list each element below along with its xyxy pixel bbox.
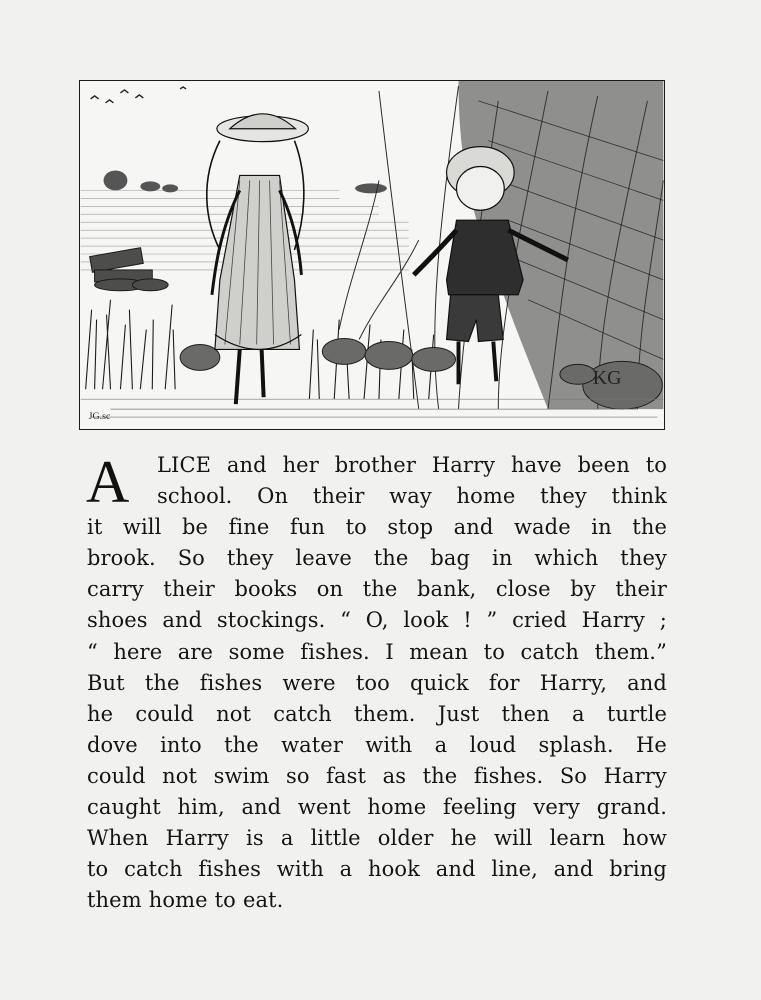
word: I — [385, 639, 394, 664]
word: not — [216, 701, 252, 726]
word: “ — [87, 639, 98, 664]
word: to — [483, 639, 505, 664]
word: learn — [549, 826, 606, 851]
word: Harry — [603, 763, 667, 788]
word: eat. — [242, 888, 284, 913]
word: their — [615, 577, 667, 602]
word: and — [435, 857, 476, 882]
word: and — [627, 670, 667, 695]
word: a — [434, 732, 448, 757]
word: mean — [409, 639, 469, 664]
story-line-12 — [87, 792, 667, 823]
word: fine — [228, 515, 270, 540]
word: have — [510, 453, 562, 477]
story-line-10 — [87, 730, 667, 761]
word: by — [570, 577, 596, 602]
word: ; — [659, 608, 667, 633]
word: he — [87, 701, 114, 726]
word: stop — [387, 515, 434, 540]
word: them — [87, 888, 142, 913]
word: how — [622, 826, 667, 851]
word: to — [214, 888, 236, 913]
word: in — [591, 515, 612, 540]
word: catch — [520, 639, 580, 664]
word: stockings. — [216, 608, 326, 633]
word: Harry — [165, 826, 229, 851]
word: O, — [365, 608, 389, 633]
word: Harry — [431, 453, 496, 477]
story-line-13 — [87, 823, 667, 854]
word: are — [177, 639, 214, 664]
word: a — [339, 857, 353, 882]
birds-drawing — [91, 87, 186, 103]
word: could — [87, 763, 146, 788]
word: is — [246, 826, 264, 851]
word: here — [113, 639, 163, 664]
word: “ — [340, 608, 351, 633]
word: them.” — [594, 639, 667, 664]
word: fishes. — [473, 763, 544, 788]
word: to — [345, 515, 367, 540]
word: water — [281, 732, 343, 757]
story-line-1 — [87, 450, 667, 481]
word: could — [135, 701, 194, 726]
story-line-4 — [87, 543, 667, 574]
story-line-6 — [87, 605, 667, 636]
word: little — [310, 826, 361, 851]
word: catch — [273, 701, 332, 726]
word: brother — [334, 453, 416, 477]
story-line-5 — [87, 574, 667, 605]
word: feeling — [443, 795, 517, 820]
word: Harry, — [539, 670, 608, 695]
word: with — [365, 732, 413, 757]
word: to — [87, 857, 109, 882]
word: Harry — [581, 608, 645, 633]
word: they — [620, 546, 667, 571]
drop-cap: A — [86, 449, 130, 515]
story-text — [87, 450, 667, 916]
word: carry — [87, 577, 144, 602]
word: leave — [295, 546, 352, 571]
word: So — [559, 763, 588, 788]
children-wading-engraving — [80, 81, 664, 429]
story-line-2 — [87, 481, 667, 512]
word: splash. — [538, 732, 614, 757]
word: fishes. — [300, 639, 370, 664]
word: to — [645, 453, 667, 477]
word: fishes — [198, 857, 261, 882]
story-line-9 — [87, 699, 667, 730]
word: some — [228, 639, 285, 664]
word: catch — [124, 857, 183, 882]
word: a — [280, 826, 294, 851]
word: dove — [87, 732, 138, 757]
word: older — [377, 826, 434, 851]
word: and — [226, 453, 267, 477]
word: But — [87, 670, 125, 695]
word: wade — [513, 515, 571, 540]
word: them. — [354, 701, 416, 726]
word: with — [276, 857, 324, 882]
engraved-illustration — [79, 80, 665, 430]
word: think — [611, 484, 667, 509]
word: fishes — [199, 670, 263, 695]
word: Just — [437, 701, 480, 726]
word: bag — [430, 546, 471, 571]
word: very — [533, 795, 581, 820]
word: shoes — [87, 608, 148, 633]
word: grand. — [596, 795, 667, 820]
word: and — [241, 795, 282, 820]
word: hook — [368, 857, 420, 882]
word: as — [382, 763, 407, 788]
word: the — [224, 732, 259, 757]
story-line-7 — [87, 637, 667, 668]
word: fun — [289, 515, 326, 540]
word: way — [389, 484, 432, 509]
word: their — [312, 484, 365, 509]
story-lines — [87, 450, 667, 916]
word: line, — [491, 857, 538, 882]
word: turtle — [606, 701, 667, 726]
word: their — [163, 577, 215, 602]
word: He — [635, 732, 667, 757]
word: home — [456, 484, 516, 509]
word: So — [177, 546, 205, 571]
word: her — [282, 453, 319, 477]
word: cried — [512, 608, 567, 633]
word: not — [162, 763, 198, 788]
word: bring — [609, 857, 667, 882]
word: swim — [213, 763, 270, 788]
alice-figure — [207, 114, 309, 404]
word: will — [493, 826, 533, 851]
word: loud — [469, 732, 517, 757]
word: be — [181, 515, 209, 540]
word: and — [162, 608, 203, 633]
word: it — [87, 515, 103, 540]
word: home — [367, 795, 427, 820]
word: were — [282, 670, 336, 695]
word: bank, — [416, 577, 477, 602]
story-line-3 — [87, 512, 667, 543]
word: quick — [410, 670, 469, 695]
word: home — [148, 888, 208, 913]
kg-monogram: KG — [592, 367, 622, 390]
story-line-15 — [87, 885, 667, 916]
word: him, — [177, 795, 225, 820]
word: and — [553, 857, 594, 882]
word: into — [160, 732, 202, 757]
word: fast — [326, 763, 367, 788]
word: When — [87, 826, 149, 851]
word: ” — [486, 608, 498, 633]
word: ! — [463, 608, 472, 633]
word: on — [316, 577, 344, 602]
word: too — [355, 670, 390, 695]
word: and — [453, 515, 494, 540]
word: a — [571, 701, 585, 726]
word: they — [540, 484, 587, 509]
word: books — [234, 577, 298, 602]
word: the — [373, 546, 409, 571]
word: they — [226, 546, 274, 571]
word: brook. — [87, 546, 156, 571]
word: so — [285, 763, 310, 788]
word: On — [257, 484, 289, 509]
word: caught — [87, 795, 161, 820]
word: in — [492, 546, 513, 571]
word: close — [495, 577, 551, 602]
story-line-8 — [87, 668, 667, 699]
word: the — [632, 515, 667, 540]
word: then — [501, 701, 550, 726]
word: he — [450, 826, 477, 851]
word: been — [577, 453, 630, 477]
word: the — [144, 670, 180, 695]
story-line-11 — [87, 761, 667, 792]
word: which — [534, 546, 599, 571]
word: will — [122, 515, 162, 540]
word: the — [362, 577, 398, 602]
word: school. — [157, 484, 233, 509]
word: went — [297, 795, 351, 820]
story-line-14 — [87, 854, 667, 885]
word: look — [403, 608, 449, 633]
engraver-signature: JG.sc — [88, 411, 111, 423]
word: LICE — [157, 453, 212, 477]
word: for — [488, 670, 520, 695]
word: the — [422, 763, 458, 788]
